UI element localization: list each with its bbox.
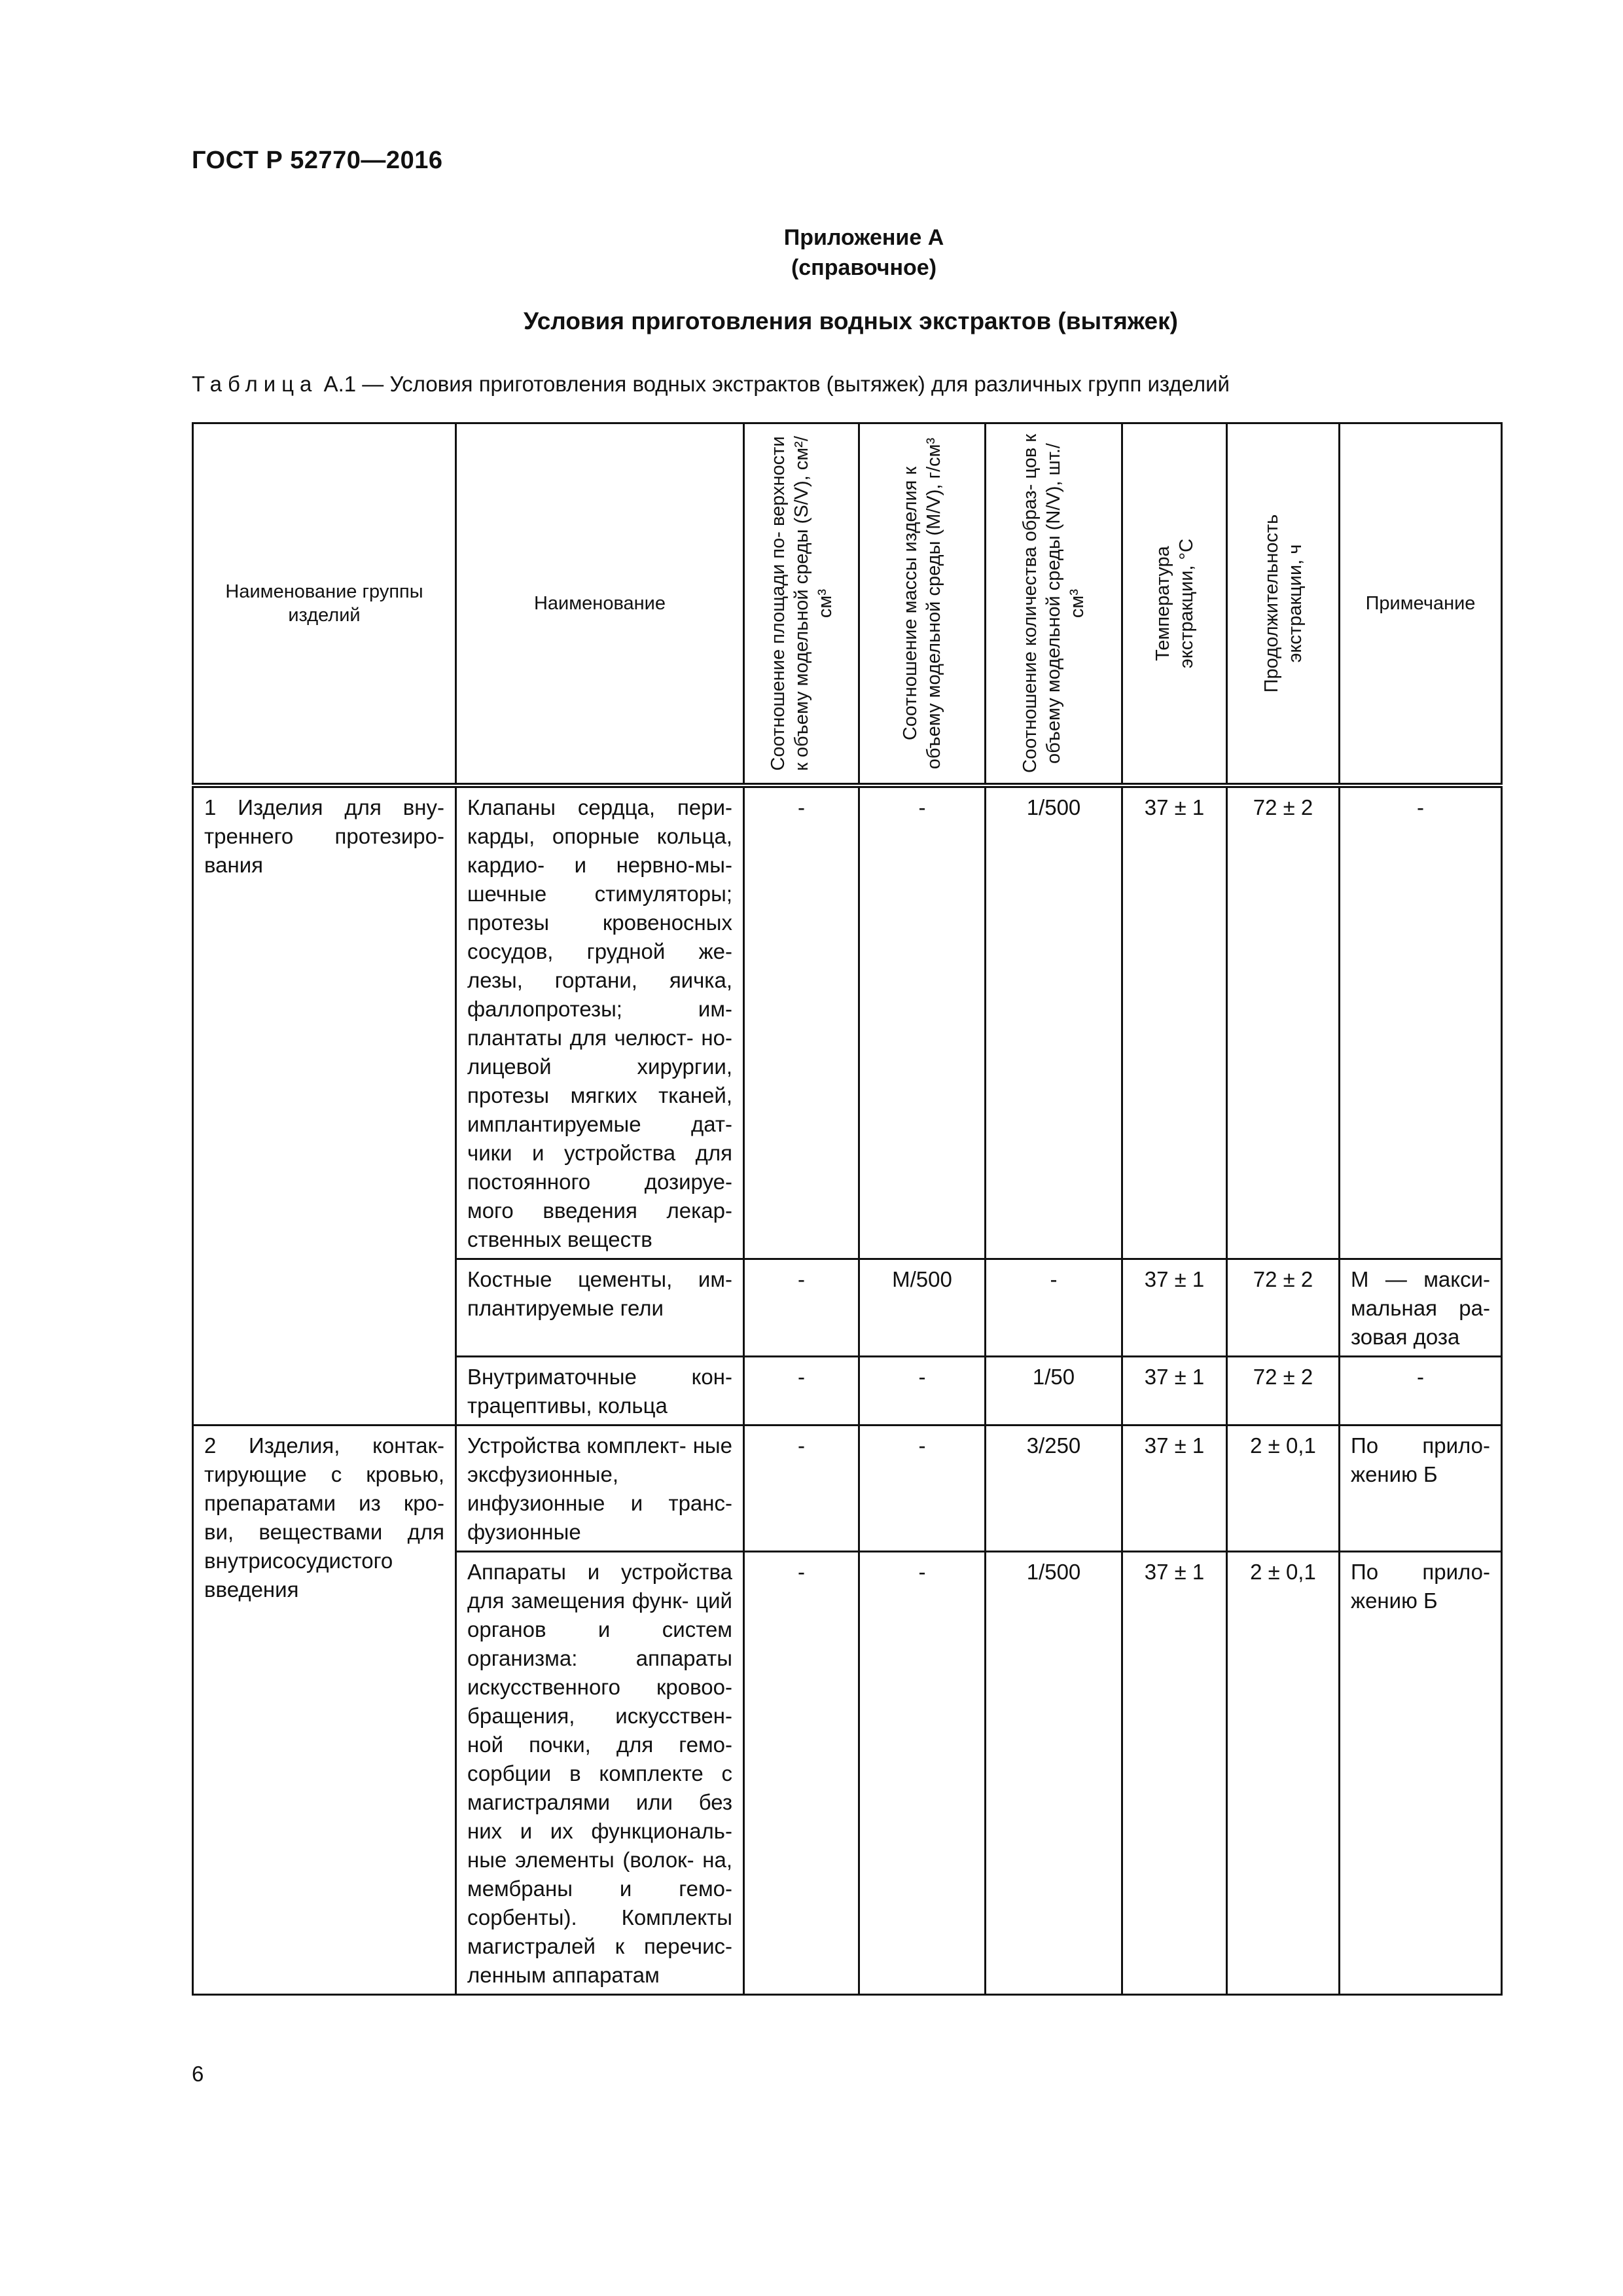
table-caption: [192, 372, 1230, 397]
name-cell: Аппараты и устройства для замещения функ- ций органов и систем организма: аппараты искусственного кровоо- бращения, искусствен- ной почки, для гемо- сорбции в комплекте с магистралями или без них и их функциональ- ные элементы (волок- на, мембраны и гемо- сорбенты). Комплекты магистралей к перечис- ленным аппаратам: [456, 1552, 744, 1995]
header-sv-ratio: [744, 423, 859, 786]
header-nv-ratio-text: Соотношение количества образ- цов к объему модельной среды (N/V), шт./см³: [1020, 434, 1088, 773]
table-row: [193, 785, 1502, 1259]
note-cell: M — макси- мальная ра- зовая доза: [1340, 1259, 1502, 1357]
header-note: Примечание: [1340, 423, 1502, 786]
nv-cell: 1/500: [986, 785, 1122, 1259]
name-cell: Костные цементы, им- плантируемые гели: [456, 1259, 744, 1357]
header-sv-ratio-text: Соотношение площади по- верхности к объему модельной среды (S/V), см²/см³: [767, 436, 836, 771]
header-duration-text: Продолжительность экстракции, ч: [1260, 514, 1306, 693]
section-title: [0, 308, 1623, 335]
header-group: Наименование группы изделий: [193, 423, 456, 786]
header-name: Наименование: [456, 423, 744, 786]
sv-cell: -: [744, 1357, 859, 1426]
note-cell: По прило- жению Б: [1340, 1426, 1502, 1552]
duration-cell: 2 ± 0,1: [1227, 1552, 1340, 1995]
temp-cell: 37 ± 1: [1122, 785, 1227, 1259]
duration-cell: 2 ± 0,1: [1227, 1426, 1340, 1552]
temp-cell: 37 ± 1: [1122, 1357, 1227, 1426]
header-duration: [1227, 423, 1340, 786]
group-cell: 1 Изделия для вну- треннего протезиро- вания: [193, 785, 456, 1426]
header-temperature: [1122, 423, 1227, 786]
header-mv-ratio: [859, 423, 986, 786]
note-cell: -: [1340, 785, 1502, 1259]
annex-heading: [0, 223, 1623, 283]
page-number: 6: [192, 2062, 204, 2086]
table-caption-text: — Условия приготовления водных экстрактов (вытяжек) для различных групп изделий: [362, 372, 1230, 396]
mv-cell: -: [859, 1426, 986, 1552]
note-cell: По прило- жению Б: [1340, 1552, 1502, 1995]
nv-cell: 1/50: [986, 1357, 1122, 1426]
mv-cell: -: [859, 1552, 986, 1995]
nv-cell: 3/250: [986, 1426, 1122, 1552]
annex-type: (справочное): [791, 255, 937, 280]
nv-cell: 1/500: [986, 1552, 1122, 1995]
header-mv-ratio-text: Соотношение массы изделия к объему модельной среды (M/V), г/см³: [900, 437, 944, 770]
mv-cell: -: [859, 1357, 986, 1426]
sv-cell: -: [744, 1552, 859, 1995]
annex-title: Приложение А: [783, 225, 944, 250]
temp-cell: 37 ± 1: [1122, 1552, 1227, 1995]
header-temperature-text: Температура экстракции, °С: [1152, 538, 1197, 669]
document-code: ГОСТ Р 52770—2016: [192, 147, 443, 174]
duration-cell: 72 ± 2: [1227, 1357, 1340, 1426]
duration-cell: 72 ± 2: [1227, 1259, 1340, 1357]
sv-cell: -: [744, 1426, 859, 1552]
name-cell: Внутриматочные кон- трацептивы, кольца: [456, 1357, 744, 1426]
note-cell: -: [1340, 1357, 1502, 1426]
mv-cell: M/500: [859, 1259, 986, 1357]
temp-cell: 37 ± 1: [1122, 1426, 1227, 1552]
table-caption-label: Таблица: [192, 372, 318, 396]
temp-cell: 37 ± 1: [1122, 1259, 1227, 1357]
duration-cell: 72 ± 2: [1227, 785, 1340, 1259]
group-cell: 2 Изделия, контак- тирующие с кровью, препаратами из кро- ви, веществами для внутрисосудистого введения: [193, 1426, 456, 1995]
sv-cell: -: [744, 1259, 859, 1357]
nv-cell: -: [986, 1259, 1122, 1357]
table-row: [193, 1426, 1502, 1552]
header-nv-ratio: [986, 423, 1122, 786]
sv-cell: -: [744, 785, 859, 1259]
name-cell: Клапаны сердца, пери- карды, опорные кольца, кардио- и нервно-мы- шечные стимуляторы; протезы кровеносных сосудов, грудной же- лезы, гортани, яичка, фаллопротезы; им- плантаты для челюст- но-лицевой хирургии, протезы мягких тканей, имплантируемые дат- чики и устройства для постоянного дозируе- мого введения лекар- ственных веществ: [456, 785, 744, 1259]
mv-cell: -: [859, 785, 986, 1259]
name-cell: Устройства комплект- ные эксфузионные, инфузионные и транс- фузионные: [456, 1426, 744, 1552]
extraction-conditions-table: [192, 422, 1503, 1996]
section-title-text: Условия приготовления водных экстрактов (вытяжек): [524, 308, 1178, 334]
table-caption-number: А.1: [323, 372, 357, 396]
